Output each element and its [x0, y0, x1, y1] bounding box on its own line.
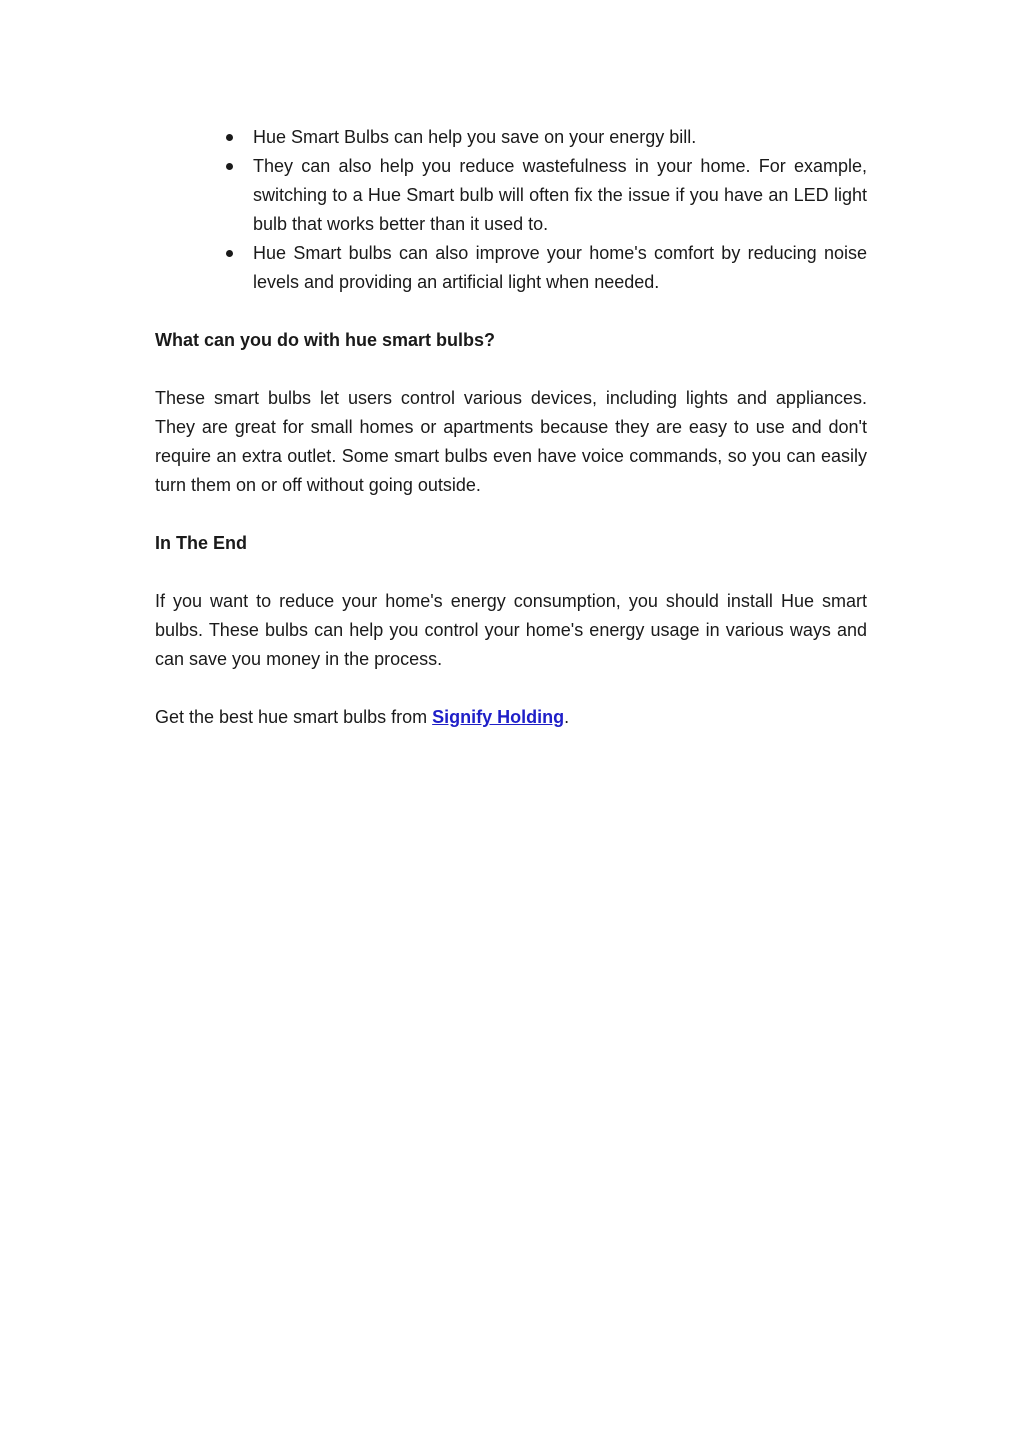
bullet-dot-icon [226, 134, 233, 141]
list-item-text: Hue Smart bulbs can also improve your home's comfort by reducing noise levels and providing an artificial light when needed. [253, 243, 867, 292]
spacer [155, 500, 867, 529]
section-heading-in-the-end: In The End [155, 533, 247, 553]
bullet-dot-icon [226, 163, 233, 170]
list-item-text: They can also help you reduce wastefulness in your home. For example, switching to a Hue Smart bulb will often fix the issue if you have an LED light bulb that works better than it used to. [253, 156, 867, 234]
spacer [155, 674, 867, 703]
section-paragraph-in-the-end: If you want to reduce your home's energy consumption, you should install Hue smart bulbs. These bulbs can help you control your home's energy usage in various ways and can save you money in the process. [155, 591, 867, 669]
spacer [155, 355, 867, 384]
list-item [155, 152, 867, 239]
section-heading-what-can-you-do: What can you do with hue smart bulbs? [155, 330, 496, 350]
signify-holding-link[interactable]: Signify Holding [432, 707, 565, 727]
list-item [155, 239, 867, 297]
section-paragraph-what-can-you-do: These smart bulbs let users control various devices, including lights and appliances. They are great for small homes or apartments because they are easy to use and don't require an extra outlet. Some smart bulbs even have voice commands, so you can easily turn them on or off without going outside. [155, 388, 867, 495]
bullet-dot-icon [226, 250, 233, 257]
list-item-text: Hue Smart Bulbs can help you save on your energy bill. [253, 127, 697, 147]
cta-line [155, 703, 867, 732]
spacer [155, 558, 867, 587]
benefits-list [155, 123, 867, 297]
document-page [155, 123, 867, 732]
cta-prefix: Get the best hue smart bulbs from [155, 707, 433, 727]
spacer [155, 297, 867, 326]
list-item [155, 123, 867, 152]
cta-suffix: . [564, 707, 570, 727]
